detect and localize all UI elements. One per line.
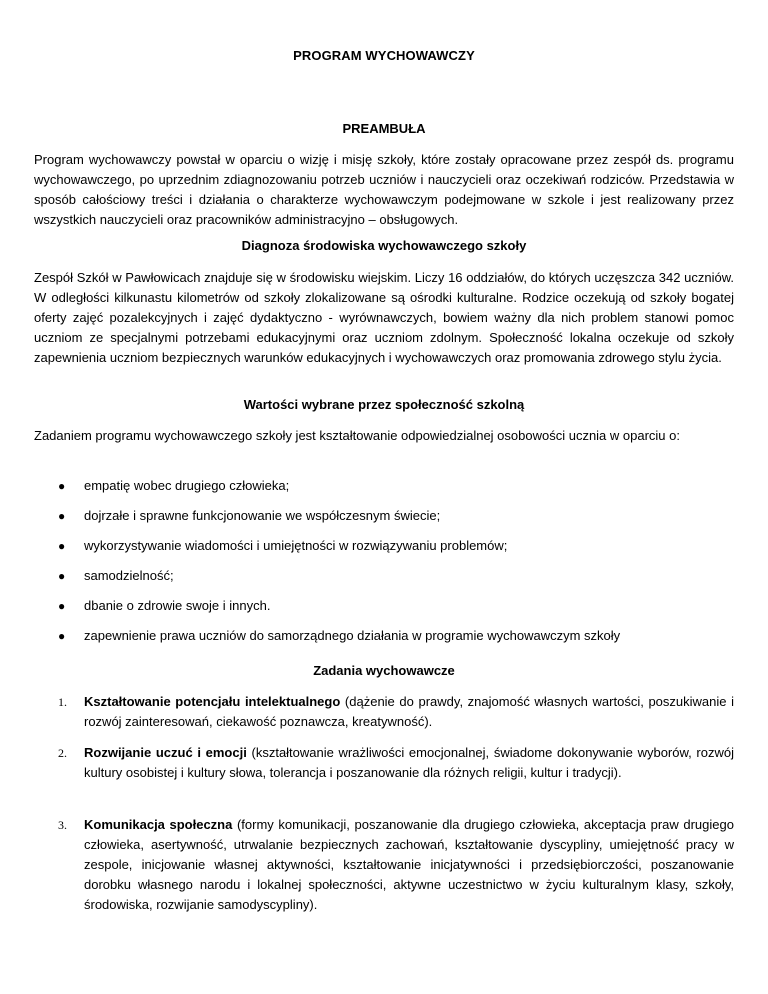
task-text: (dążenie do prawdy, znajomość własnych wartości, poszukiwanie i rozwój zainteresowań, ciekawość poznawcza, kreatywność). [84,694,734,729]
tasks-heading: Zadania wychowawcze [313,663,455,678]
diagnosis-heading: Diagnoza środowiska wychowawczego szkoły [241,238,527,253]
bullet-icon: ● [58,509,66,523]
values-list-item [58,567,174,585]
values-list-item [58,537,507,555]
bullet-icon: ● [58,479,66,493]
values-list-item [58,627,620,645]
task-item [58,815,734,915]
task-title: Komunikacja społeczna [84,817,233,832]
task-title: Kształtowanie potencjału intelektualnego [84,694,341,709]
task-text: (formy komunikacji, poszanowanie dla drugiego człowieka, akceptacja praw drugiego człowieka, asertywność, utrwalanie bezpiecznych zachowań, kształtowanie dyscypliny, umiejętność pracy w zespole, inicjowanie własnej aktywności, kształtowanie inicjatywności i przedsiębiorczości, poszanowanie dorobku własnego narodu i lokalnej społeczności, aktywne uczestnictwo w życiu kulturalnym klasy, szkoły, środowiska, rozwijanie samodyscypliny). [84,817,734,912]
values-list-item-text: wykorzystywanie wiadomości i umiejętności w rozwiązywaniu problemów; [84,538,508,553]
values-list-item-text: zapewnienie prawa uczniów do samorządnego działania w programie wychowawczym szkoły [84,628,621,643]
values-list-item [58,597,270,615]
values-list-item-text: dojrzałe i sprawne funkcjonowanie we współczesnym świecie; [84,508,441,523]
bullet-icon: ● [58,539,66,553]
task-item [58,743,734,783]
task-text: (kształtowanie wrażliwości emocjonalnej, świadome dokonywanie wyborów, rozwój kultury osobistej i kultury słowa, tolerancja i poszanowanie dla różnych religii, kultur i tradycji). [84,745,734,780]
document-title: PROGRAM WYCHOWAWCZY [293,48,475,63]
bullet-icon: ● [58,569,66,583]
diagnosis-paragraph: Zespół Szkół w Pawłowicach znajduje się w środowisku wiejskim. Liczy 16 oddziałów, do których uczęszcza 342 uczniów. W odległości kilkunastu kilometrów od szkoły zlokalizowane są ośrodki kulturalne. Rodzice oczekują od szkoły bogatej oferty zajęć pozalekcyjnych i zajęć dydaktyczno - wyrównawczych, bowiem ważny dla nich problem stanowi pomoc uczniom ze specjalnymi potrzebami edukacyjnymi oraz uczniom zdolnym. Społeczność lokalna oczekuje od szkoły zapewnienia uczniom bezpiecznych warunków edukacyjnych i wychowawczych oraz promowania zdrowego stylu życia. [34,270,734,365]
values-list-item-text: dbanie o zdrowie swoje i innych. [84,598,271,613]
values-list-item [58,477,289,495]
task-title: Rozwijanie uczuć i emocji [84,745,247,760]
task-number: 1. [58,695,67,709]
values-list-item-text: empatię wobec drugiego człowieka; [84,478,290,493]
task-body [84,692,734,732]
task-body [84,815,734,915]
values-list-item-text: samodzielność; [84,568,174,583]
values-intro-paragraph: Zadaniem programu wychowawczego szkoły jest kształtowanie odpowiedzialnej osobowości ucznia w oparciu o: [34,428,680,443]
preamble-heading: PREAMBUŁA [342,121,426,136]
task-number: 3. [58,818,67,832]
values-heading: Wartości wybrane przez społeczność szkolną [243,397,525,412]
values-list-item [58,507,440,525]
bullet-icon: ● [58,599,66,613]
task-item [58,692,734,732]
task-body [84,743,734,783]
bullet-icon: ● [58,629,66,643]
task-number: 2. [58,746,67,760]
preamble-paragraph: Program wychowawczy powstał w oparciu o wizję i misję szkoły, które zostały opracowane przez zespół ds. programu wychowawczego, po uprzednim zdiagnozowaniu potrzeb uczniów i nauczycieli oraz oczekiwań rodziców. Przedstawia w sposób całościowy treści i działania o charakterze wychowawczym podejmowane w szkole i jest realizowany przez wszystkich nauczycieli oraz pracowników administracyjno – obsługowych. [34,152,734,227]
